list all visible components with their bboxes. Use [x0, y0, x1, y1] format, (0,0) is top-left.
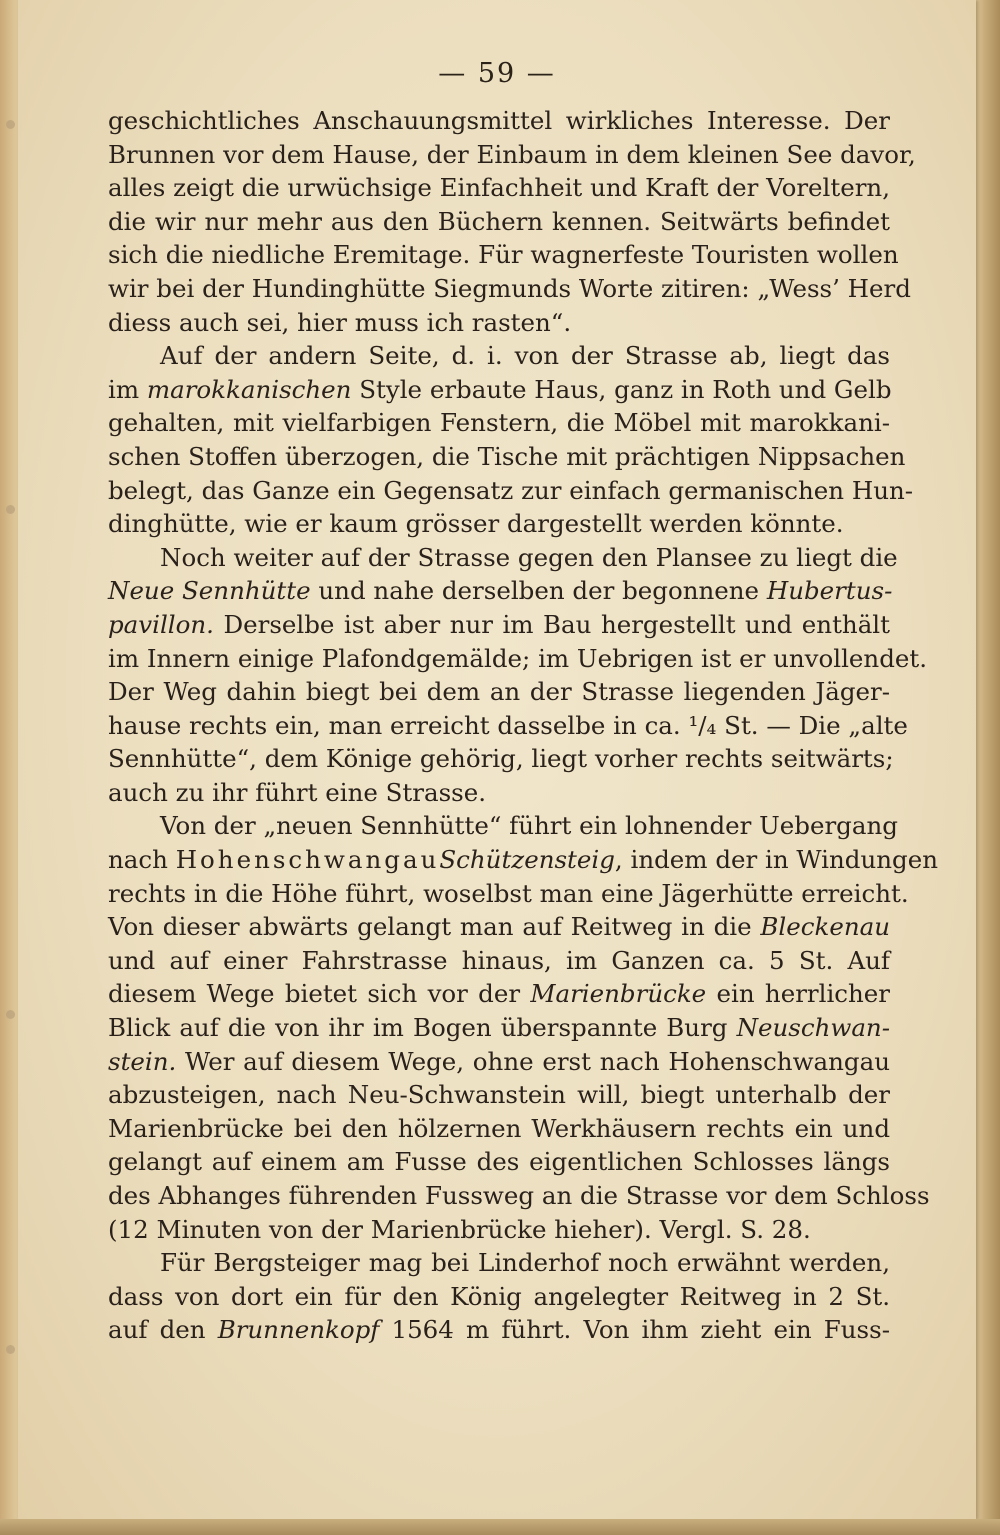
text-line — [108, 171, 890, 205]
text-line — [108, 541, 898, 575]
emphasized-term: stein. — [108, 1046, 177, 1076]
spaced-term: Hohenschwangau — [175, 845, 440, 875]
text-line — [108, 910, 890, 944]
text-segment: nach — [108, 845, 176, 875]
emphasized-term: Hubertus- — [766, 576, 893, 606]
text-line — [108, 1078, 890, 1112]
text-segment: im Innern einige Plafondgemälde; im Uebrigen ist er unvollendet. — [108, 643, 928, 673]
binding-mark — [6, 505, 15, 514]
text-line — [108, 104, 890, 138]
emphasized-term: Bleckenau — [760, 912, 890, 942]
text-segment: gelangt auf einem am Fusse des eigentlichen Schlosses längs — [108, 1147, 890, 1177]
text-segment: Für Bergsteiger mag bei Linderhof noch erwähnt werden, — [160, 1248, 890, 1278]
text-segment: in Windungen — [765, 845, 938, 875]
binding-mark — [6, 1345, 15, 1354]
text-segment: gehalten, mit vielfarbigen Fenstern, die Möbel mit marokkani- — [108, 408, 890, 438]
text-line — [108, 1011, 890, 1045]
text-segment: hause rechts ein, man erreicht dasselbe in ca. ¹/₄ St. — Die „alte — [108, 710, 908, 740]
text-line — [108, 642, 928, 676]
text-segment: Von der „neuen Sennhütte“ führt ein lohnender Uebergang — [160, 811, 898, 841]
text-segment: alles zeigt die urwüchsige Einfachheit und Kraft der Voreltern, — [108, 173, 890, 203]
text-line — [108, 339, 890, 373]
text-segment: Auf der andern Seite, d. i. von der Strasse ab, liegt das — [160, 341, 890, 371]
text-segment: dass von dort ein für den König angelegter Reitweg in 2 St. — [108, 1281, 890, 1311]
text-line — [108, 306, 890, 340]
text-segment: im — [108, 374, 147, 404]
text-segment: dinghütte, wie er kaum grösser dargestellt werden könnte. — [108, 509, 844, 539]
text-segment: Wer auf diesem Wege, ohne erst nach Hohenschwangau — [176, 1046, 890, 1076]
text-line — [108, 1112, 890, 1146]
text-segment: und nahe derselben der begonnene — [310, 576, 767, 606]
book-edge — [974, 0, 1000, 1535]
text-line — [108, 843, 938, 877]
text-segment: Marienbrücke bei den hölzernen Werkhäusern rechts ein und — [108, 1113, 890, 1143]
text-segment: Derselbe ist aber nur im Bau hergestellt und enthält — [213, 609, 890, 639]
text-line — [108, 1045, 890, 1079]
emphasized-term: Neuschwan- — [736, 1013, 890, 1043]
text-line — [108, 877, 909, 911]
binding-mark — [6, 120, 15, 129]
text-line — [108, 138, 916, 172]
text-line — [108, 507, 890, 541]
text-segment: schen Stoffen überzogen, die Tische mit prächtigen Nippsachen — [108, 441, 906, 471]
text-segment: sich die niedliche Eremitage. Für wagnerfeste Touristen wollen — [108, 240, 899, 270]
emphasized-term: pavillon. — [108, 609, 214, 639]
text-line — [108, 440, 906, 474]
emphasized-term: Marienbrücke — [530, 979, 707, 1009]
body-text — [108, 104, 938, 1347]
text-segment: auf den — [108, 1315, 218, 1345]
text-segment: Von dieser abwärts gelangt man auf Reitweg in die — [108, 912, 761, 942]
text-segment: rechts in die Höhe führt, woselbst man eine Jägerhütte erreicht. — [108, 878, 909, 908]
text-line — [108, 742, 894, 776]
paper-sheet — [18, 0, 976, 1520]
page-number: — 59 — — [438, 58, 556, 89]
text-line — [108, 709, 908, 743]
binding-mark — [6, 1010, 15, 1019]
text-line — [108, 238, 899, 272]
text-line — [108, 1179, 930, 1213]
text-segment: ein herrlicher — [706, 979, 890, 1009]
scan-bottom-edge — [0, 1519, 1000, 1535]
text-line — [108, 574, 893, 608]
text-line — [108, 608, 890, 642]
text-segment: diesem Wege bietet sich vor der — [108, 979, 531, 1009]
text-line — [108, 1313, 890, 1347]
text-segment: abzusteigen, nach Neu-Schwanstein will, biegt unterhalb der — [108, 1080, 890, 1110]
text-line — [108, 373, 890, 407]
text-line — [108, 776, 890, 810]
text-segment: diess auch sei, hier muss ich rasten“. — [108, 307, 572, 337]
text-line — [108, 406, 890, 440]
text-line — [108, 1280, 890, 1314]
text-line — [108, 1145, 890, 1179]
text-segment: 1564 m führt. Von ihm zieht ein Fuss- — [379, 1315, 890, 1345]
text-line — [108, 474, 914, 508]
text-line — [108, 1246, 890, 1280]
text-segment: Style erbaute Haus, ganz in Roth und Gelb — [351, 374, 892, 404]
text-segment: Noch weiter auf der Strasse gegen den Plansee zu liegt die — [160, 542, 898, 572]
text-segment: die wir nur mehr aus den Büchern kennen. Seitwärts befindet — [108, 206, 890, 236]
text-segment: , indem der — [614, 845, 765, 875]
text-segment: geschichtliches Anschauungsmittel wirkliches Interesse. Der — [108, 106, 890, 135]
text-line — [108, 944, 890, 978]
text-line — [108, 272, 911, 306]
text-segment: (12 Minuten von der Marienbrücke hieher). Vergl. S. 28. — [108, 1214, 811, 1244]
text-line — [108, 1213, 890, 1247]
emphasized-term: marokkanischen — [146, 374, 352, 404]
emphasized-term: Neue Sennhütte — [108, 576, 311, 606]
text-segment: Sennhütte“, dem Könige gehörig, liegt vorher rechts seitwärts; — [108, 744, 894, 774]
text-segment: des Abhanges führenden Fussweg an die Strasse vor dem Schloss — [108, 1181, 930, 1210]
text-line — [108, 977, 890, 1011]
emphasized-term: Brunnenkopf — [217, 1315, 380, 1345]
text-line — [108, 809, 898, 843]
text-segment: belegt, das Ganze ein Gegensatz zur einfach germanischen Hun- — [108, 475, 914, 505]
text-segment: Blick auf die von ihr im Bogen überspannte Burg — [108, 1013, 737, 1043]
text-segment: Der Weg dahin biegt bei dem an der Strasse liegenden Jäger- — [108, 677, 890, 707]
text-segment: und auf einer Fahrstrasse hinaus, im Ganzen ca. 5 St. Auf — [108, 945, 890, 975]
emphasized-term: Schützensteig — [439, 845, 615, 875]
text-line — [108, 675, 890, 709]
text-line — [108, 205, 890, 239]
text-segment: auch zu ihr führt eine Strasse. — [108, 777, 487, 807]
text-segment: wir bei der Hundinghütte Siegmunds Worte zitiren: „Wess’ Herd — [108, 273, 911, 303]
text-segment: Brunnen vor dem Hause, der Einbaum in dem kleinen See davor, — [108, 139, 916, 169]
